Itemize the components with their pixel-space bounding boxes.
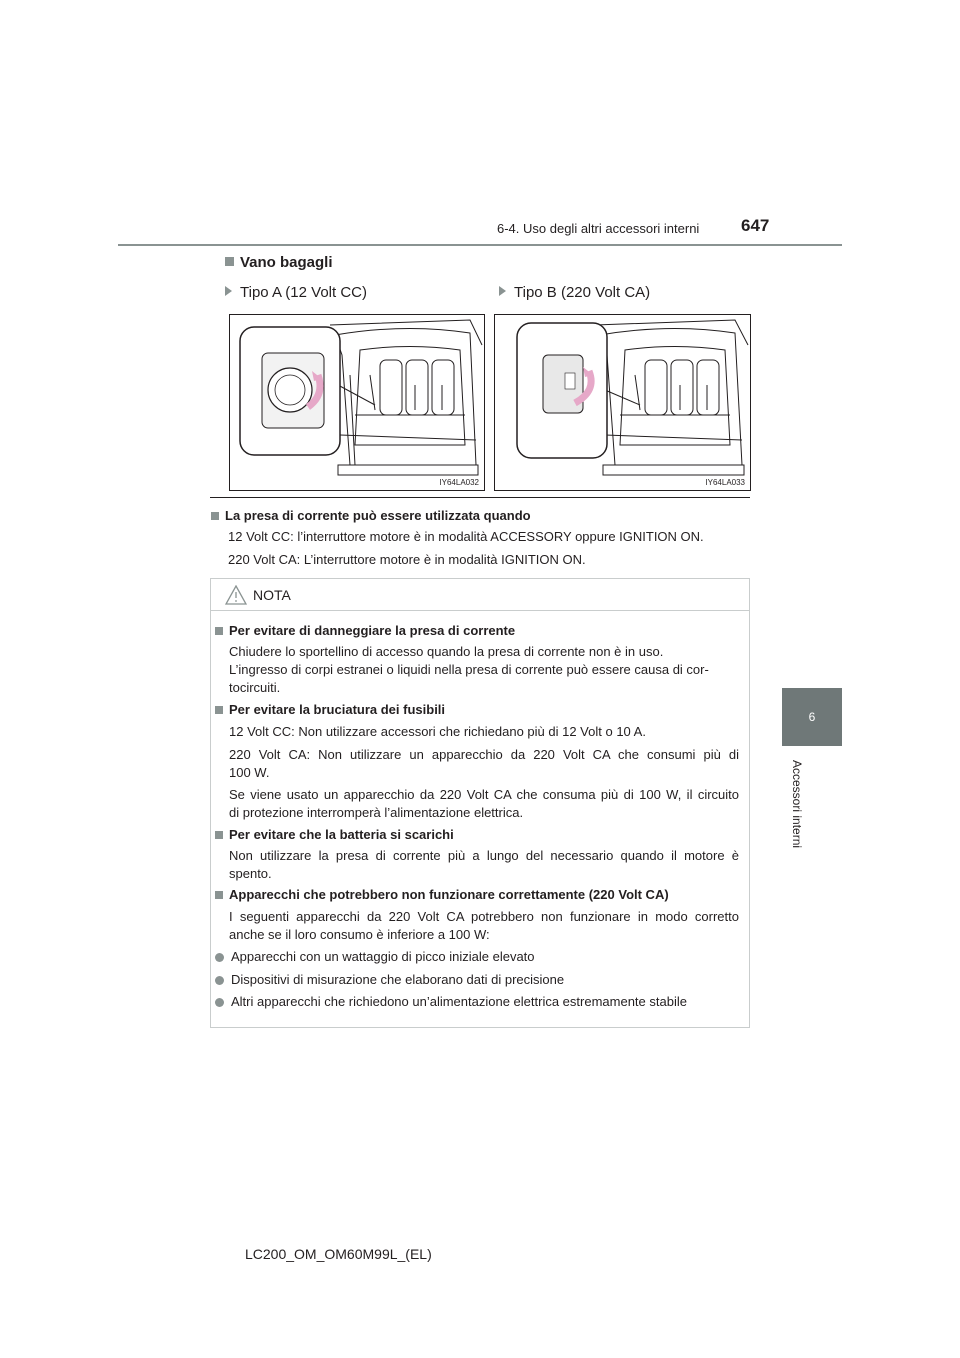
square-bullet-icon — [215, 706, 223, 714]
footer-doc-code: LC200_OM_OM60M99L_(EL) — [245, 1246, 432, 1262]
nota-paragraph: anche se il loro consumo è inferiore a 100 W: — [229, 927, 490, 942]
type-b-label: Tipo B (220 Volt CA) — [499, 284, 650, 301]
round-bullet-icon — [215, 998, 224, 1007]
luggage-compartment-220v-illustration — [495, 315, 750, 490]
condition-line: 220 Volt CA: L’interruttore motore è in modalità IGNITION ON. — [228, 552, 586, 567]
section-title: Vano bagagli — [225, 254, 333, 271]
condition-title: La presa di corrente può essere utilizzata quando — [211, 508, 531, 523]
nota-paragraph: di protezione interromperà l’alimentazione elettrica. — [229, 805, 524, 820]
nota-paragraph: Se viene usato un apparecchio da 220 Volt CA che consuma più di 100 W, il circuito — [229, 787, 739, 802]
luggage-compartment-12v-illustration — [230, 315, 484, 490]
list-item: Apparecchi con un wattaggio di picco iniziale elevato — [215, 949, 535, 964]
nota-section-title: Per evitare di danneggiare la presa di corrente — [215, 623, 515, 638]
figure-type-b — [494, 314, 751, 491]
nota-paragraph: spento. — [229, 866, 272, 881]
figure-type-a — [229, 314, 485, 491]
nota-paragraph: 220 Volt CA: Non utilizzare un apparecchio da 220 Volt CA che consumi più di — [229, 747, 739, 762]
condition-line: 12 Volt CC: l’interruttore motore è in modalità ACCESSORY oppure IGNITION ON. — [228, 529, 704, 544]
warning-triangle-icon — [225, 585, 247, 605]
nota-box — [210, 578, 750, 1028]
nota-paragraph: tocircuiti. — [229, 680, 281, 695]
nota-section-title: Per evitare che la batteria si scarichi — [215, 827, 454, 842]
square-bullet-icon — [225, 257, 234, 266]
header-rule — [118, 244, 842, 246]
header-section-title: 6-4. Uso degli altri accessori interni — [497, 221, 700, 236]
figure-code: IY64LA033 — [705, 478, 745, 487]
nota-paragraph: Chiudere lo sportellino di accesso quando la presa di corrente non è in uso. — [229, 644, 664, 659]
nota-header — [211, 579, 749, 611]
square-bullet-icon — [215, 831, 223, 839]
nota-section-title: Apparecchi che potrebbero non funzionare correttamente (220 Volt CA) — [215, 887, 669, 902]
figure-code: IY64LA032 — [439, 478, 479, 487]
chapter-number: 6 — [808, 710, 816, 724]
nota-paragraph: 100 W. — [229, 765, 270, 780]
square-bullet-icon — [215, 627, 223, 635]
list-item: Dispositivi di misurazione che elaborano dati di precisione — [215, 972, 564, 987]
triangle-bullet-icon — [225, 286, 232, 296]
square-bullet-icon — [215, 891, 223, 899]
triangle-bullet-icon — [499, 286, 506, 296]
nota-section-title: Per evitare la bruciatura dei fusibili — [215, 702, 445, 717]
round-bullet-icon — [215, 953, 224, 962]
nota-paragraph: I seguenti apparecchi da 220 Volt CA potrebbero non funzionare in modo corretto — [229, 909, 739, 924]
nota-paragraph: 12 Volt CC: Non utilizzare accessori che richiedano più di 12 Volt o 10 A. — [229, 724, 646, 739]
square-bullet-icon — [211, 512, 219, 520]
nota-label: NOTA — [253, 587, 291, 603]
chapter-tab — [782, 688, 842, 746]
nota-paragraph: L’ingresso di corpi estranei o liquidi nella presa di corrente può essere causa di cor- — [229, 662, 709, 677]
round-bullet-icon — [215, 976, 224, 985]
page-number: 647 — [741, 216, 770, 235]
nota-paragraph: Non utilizzare la presa di corrente più a lungo del necessario quando il motore è — [229, 848, 739, 863]
list-item: Altri apparecchi che richiedono un’alimentazione elettrica estremamente stabile — [215, 994, 687, 1009]
figure-separator — [210, 497, 750, 498]
type-a-label: Tipo A (12 Volt CC) — [225, 284, 367, 301]
chapter-label: Accessori interni — [790, 760, 804, 849]
